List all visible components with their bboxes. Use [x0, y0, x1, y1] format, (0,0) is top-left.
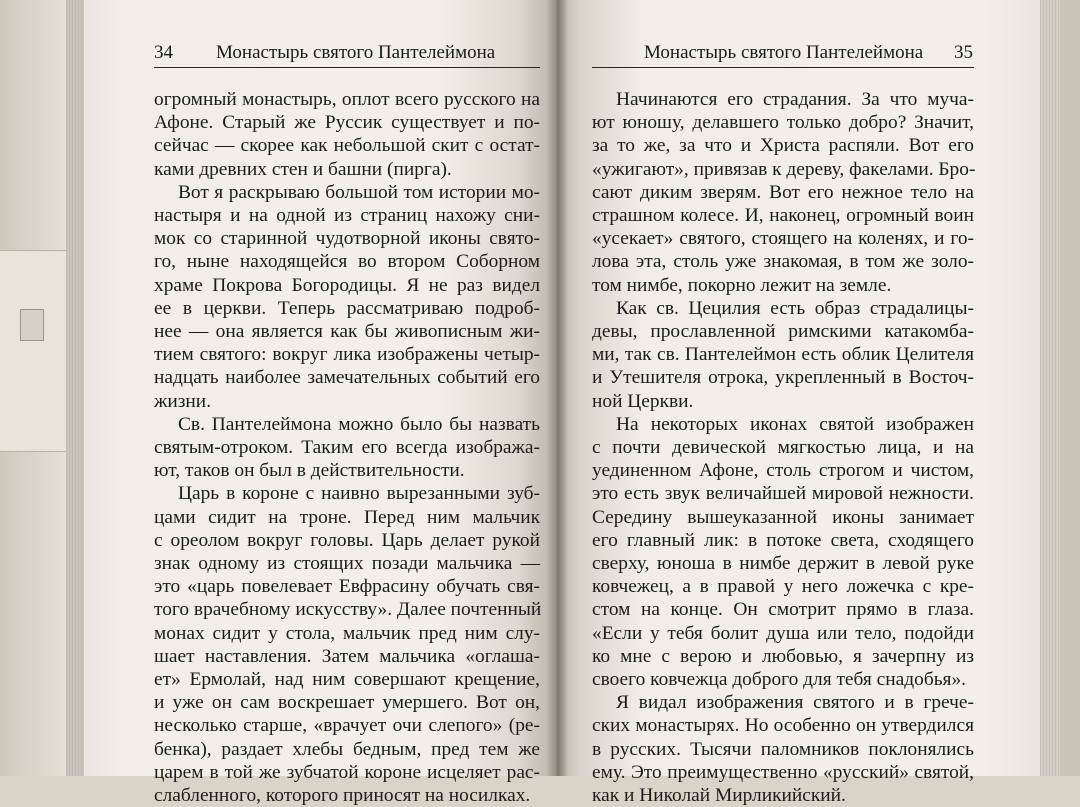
text-line: нее — она является как бы живописным жи- — [154, 321, 540, 343]
text-line: «усекает» святого, стоящего на коленях, и го- — [592, 228, 974, 250]
text-line: цами сидит на троне. Перед ним мальчик — [154, 506, 540, 528]
text-line: девы, прославленной римскими катакомба- — [592, 321, 974, 343]
left-running-title: Монастырь святого Пантелеймона — [216, 42, 496, 63]
text-line: ему. Это преимущественно «русский» святой, — [592, 761, 974, 783]
text-line: Вот я раскрываю большой том истории мо- — [178, 181, 540, 203]
text-line: Начинаются его страдания. За что муча- — [616, 89, 974, 110]
book-page-edges-left — [66, 0, 84, 776]
text-line: стом на конце. Он смотрит прямо в глаза. — [592, 599, 974, 621]
text-line: монах сидит у стола, мальчик пред ним слу- — [154, 622, 540, 644]
text-line: святым-отроком. Таким его всегда изобража- — [154, 437, 540, 459]
text-line: слабленного, которого приносят на носилках. — [154, 785, 531, 807]
scanner-right-margin — [1060, 0, 1080, 776]
left-page — [84, 0, 556, 807]
left-header-rule — [154, 67, 540, 68]
right-page-text — [592, 88, 974, 807]
text-line: Я видал изображения святого и в грече- — [616, 692, 974, 714]
text-line: огромный монастырь, оплот всего русского на — [154, 89, 540, 110]
text-line: Св. Пантелеймона можно было бы назвать — [178, 413, 540, 435]
strip-mark — [20, 309, 44, 341]
left-page-text — [154, 88, 540, 807]
text-line: лова эта, столь уже знакомая, в том же золо- — [592, 251, 974, 273]
text-line: и Утешителя отрока, укрепленный в Восточ- — [592, 367, 974, 389]
text-line: уединенном Афоне, столь строгом и чистом, — [592, 460, 974, 482]
text-line: ских монастырях. Но особенно он утвердился — [592, 715, 974, 737]
text-line: ее в церкви. Теперь рассматриваю подроб- — [154, 297, 540, 319]
text-line: ют, таков он был в действительности. — [154, 460, 465, 482]
right-header-rule — [592, 67, 974, 68]
book-gutter — [546, 0, 568, 776]
text-line: Середину вышеуказанной иконы занимает — [592, 506, 974, 528]
text-line: На некоторых иконах святой изображен — [616, 413, 974, 435]
text-line: знак одному из стоящих позади мальчика — — [154, 553, 540, 575]
text-line: Афоне. Старый же Руссик существует и по- — [154, 112, 540, 134]
book-page-edges-right — [1040, 0, 1060, 776]
text-line: и уже он сам воскрешает умершего. Вот он, — [154, 692, 540, 714]
text-line: того врачебному искусству». Далее почтенный — [154, 599, 542, 621]
right-page — [556, 0, 1042, 807]
right-running-title: Монастырь святого Пантелеймона — [644, 42, 924, 63]
text-line: с почти девической мягкостью лица, и на — [592, 437, 974, 459]
text-line: царем в той же зубчатой короне исцеляет рас- — [154, 761, 540, 783]
text-line: «ужигают», привязав к дереву, факелами. Бро- — [592, 158, 976, 180]
text-line: го, ныне находящейся во втором Соборном — [154, 251, 540, 273]
text-line: ко мне с верою и любовью, я зачерпну из — [592, 645, 974, 667]
text-line: его главный лик: в потоке света, сходящего — [592, 529, 974, 551]
text-line: ной Церкви. — [592, 390, 694, 412]
text-line: том нимбе, покорно лежит на земле. — [592, 274, 892, 296]
right-page-number: 35 — [954, 42, 973, 63]
text-line: это есть звук величайшей мировой нежности. — [592, 483, 974, 505]
text-line: сверху, юноша в нимбе держит в левой руке — [592, 553, 974, 575]
text-line: несколько старше, «врачует очи слепого» (ре- — [154, 715, 540, 737]
text-line: тием святого: вокруг лика изображены четыр- — [154, 344, 540, 366]
text-line: ковчежец, а в правой у него ложечка с кре- — [592, 576, 974, 598]
text-line: надцать наиболее замечательных событий его — [154, 367, 540, 389]
left-page-number: 34 — [154, 42, 173, 63]
text-line: как и Николай Мирликийский. — [592, 785, 846, 807]
text-line: ют юношу, делавшего только добро? Значит, — [592, 112, 974, 134]
text-line: Царь в короне с наивно вырезанными зуб- — [178, 483, 540, 505]
text-line: в русских. Тысячи паломников поклонялись — [592, 738, 974, 760]
text-line: за то же, за что и Христа распяли. Вот его — [592, 135, 974, 157]
text-line: настыря и на одной из страниц нахожу сни- — [154, 205, 540, 227]
text-line: жизни. — [154, 390, 212, 412]
text-line: ет» Ермолай, над ним совершают крещение, — [154, 669, 540, 691]
text-line: Как св. Цецилия есть образ страдалицы- — [616, 297, 974, 319]
text-line: бенка), раздает хлебы бедным, пред тем же — [154, 738, 540, 760]
text-line: «Если у тебя болит душа или тело, подойди — [592, 622, 974, 644]
text-line: это «царь повелевает Евфрасину обучать свя- — [154, 576, 540, 598]
text-line: ками древних стен и башни (пирга). — [154, 158, 452, 180]
text-line: шает наставления. Затем мальчика «оглаша- — [154, 645, 540, 667]
text-line: мок со старинной чудотворной иконы свято- — [154, 228, 540, 250]
text-line: ми, так св. Пантелеймон есть облик Целителя — [592, 344, 974, 366]
text-line: сают диким зверям. Вот его нежное тело на — [592, 181, 974, 203]
text-line: страшном колесе. И, наконец, огромный воин — [592, 205, 974, 227]
text-line: храме Покрова Богородицы. Я не раз видел — [154, 274, 540, 296]
text-line: сейчас — скорее как небольшой скит с остат- — [154, 135, 540, 157]
text-line: с ореолом вокруг головы. Царь делает рукой — [154, 529, 540, 551]
text-line: своего ковчежца доброго для тебя снадобья». — [592, 669, 967, 691]
